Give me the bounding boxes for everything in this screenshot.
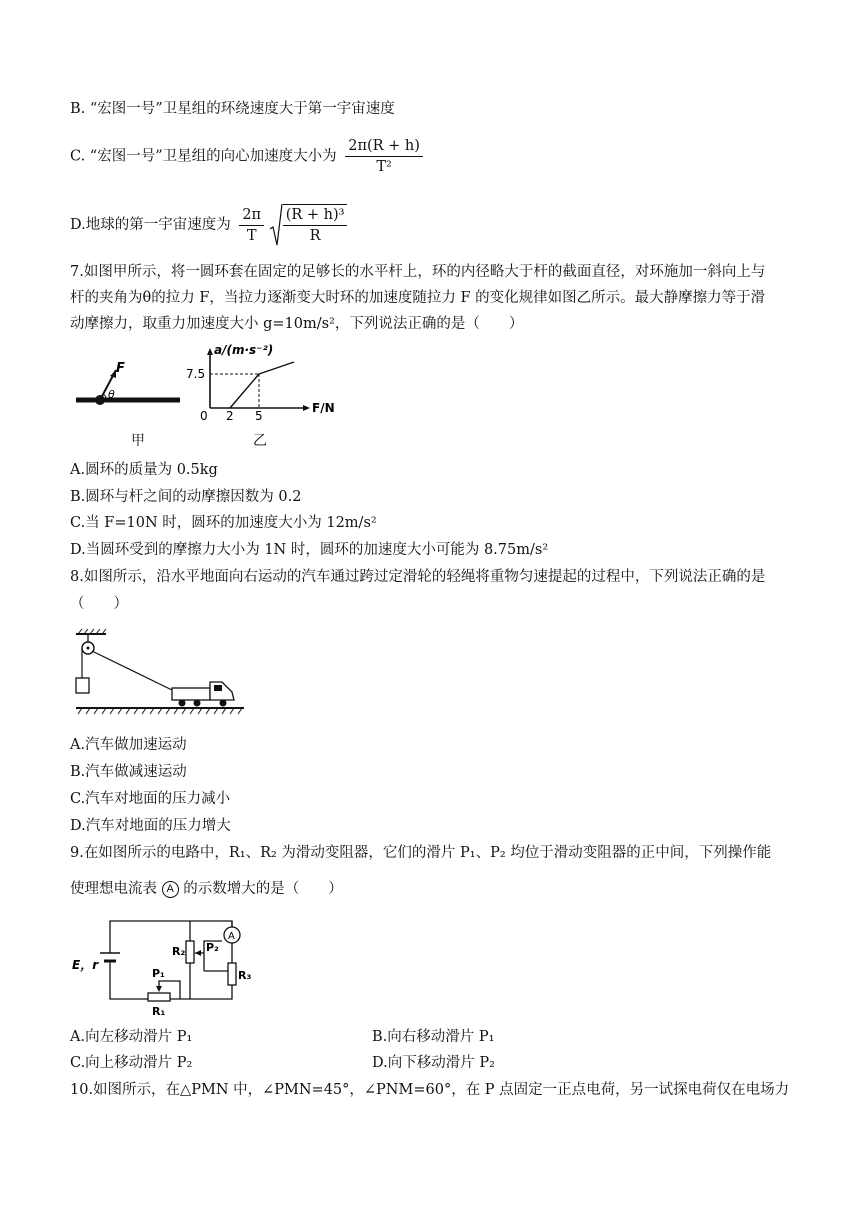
- q9-stem-line-2: [70, 879, 343, 899]
- q8-option-a: A.汽车做加速运动: [70, 737, 187, 753]
- fraction-denominator: T²: [376, 159, 392, 175]
- q6-option-d-text: D.地球的第一宇宙速度为: [70, 217, 231, 233]
- x-axis-arrow-icon: [303, 405, 310, 411]
- q7-option-a: A.圆环的质量为 0.5kg: [70, 462, 218, 478]
- force-label: F: [116, 361, 125, 376]
- fraction-denominator: R: [309, 228, 321, 244]
- q9-option-a: A.向左移动滑片 P₁: [70, 1029, 193, 1045]
- q7-stem-line-1: 7.如图甲所示，将一圆环套在固定的足够长的水平杆上，环的内径略大于杆的截面直径，对环施加一斜向上与: [70, 264, 766, 280]
- ammeter-icon: A: [162, 881, 179, 898]
- r2-label: R₂: [172, 945, 186, 958]
- figure-pulley-truck: [72, 626, 247, 718]
- x-axis-label: F/N: [312, 401, 335, 415]
- fraction-numerator: (R + h)³: [283, 205, 348, 226]
- rope-slanted: [92, 651, 176, 692]
- truck-icon: [172, 682, 234, 707]
- slider-p2-arrow-icon: [195, 950, 201, 956]
- fraction-denominator: T: [246, 227, 257, 244]
- q7-stem-line-3: 动摩擦力，取重力加速度大小 g=10m/s²，下列说法正确的是（ ）: [70, 316, 524, 332]
- ammeter-label: A: [228, 931, 235, 942]
- radicand-fraction: [283, 204, 348, 246]
- q6-option-c: [70, 136, 423, 177]
- y-axis-label: a/(m·s⁻²): [214, 343, 274, 357]
- weight-block-icon: [76, 678, 89, 693]
- q8-stem-line-2: （ ）: [70, 596, 128, 612]
- y-axis-arrow-icon: [207, 348, 213, 355]
- fraction-numerator: 2π(R + h): [345, 136, 423, 157]
- x-tick-label: 2: [226, 409, 234, 423]
- series-segment-1: [230, 374, 259, 408]
- q7-option-b: B.圆环与杆之间的动摩擦因数为 0.2: [70, 489, 302, 505]
- y-tick-label: 7.5: [186, 367, 206, 381]
- r3-label: R₃: [238, 969, 252, 982]
- q9-stem-line-1: 9.在如图所示的电路中，R₁、R₂ 为滑动变阻器，它们的滑片 P₁、P₂ 均位于滑动变阻器的正中间，下列操作能: [70, 845, 772, 861]
- figure-jia-rod-ring: [72, 350, 192, 410]
- q6-option-c-fraction: [345, 136, 423, 177]
- q7-stem-line-2: 杆的夹角为θ的拉力 F，当拉力逐渐变大时环的加速度随拉力 F 的变化规律如图乙所示。最大静摩擦力等于滑: [70, 290, 766, 306]
- figure-yi-chart: [186, 342, 346, 424]
- q8-stem-line-1: 8.如图所示，沿水平地面向右运动的汽车通过跨过定滑轮的轻绳将重物匀速提起的过程中，下列说法正确的是: [70, 569, 766, 585]
- q6-option-c-text: C. “宏图一号”卫星组的向心加速度大小为: [70, 148, 337, 165]
- r1-label: R₁: [152, 1005, 166, 1018]
- p1-label: P₁: [152, 967, 165, 980]
- series-segment-2: [259, 362, 294, 374]
- figure-circuit: [72, 913, 262, 1021]
- q8-option-d: D.汽车对地面的压力增大: [70, 818, 231, 834]
- q6-option-d-fraction: [239, 205, 264, 246]
- q9-option-b: B.向右移动滑片 P₁: [372, 1029, 495, 1045]
- angle-label: θ: [108, 388, 115, 401]
- q9-option-d: D.向下移动滑片 P₂: [372, 1055, 495, 1071]
- q8-option-b: B.汽车做减速运动: [70, 764, 187, 780]
- source-label: E，r: [72, 958, 99, 972]
- q8-option-c: C.汽车对地面的压力减小: [70, 791, 231, 807]
- figure-jia-caption: 甲: [131, 433, 145, 449]
- origin-label: 0: [200, 409, 208, 423]
- q6-option-b: B. “宏图一号”卫星组的环绕速度大于第一宇宙速度: [70, 101, 395, 117]
- q9-stem-text: 使理想电流表: [70, 881, 157, 897]
- q7-option-c: C.当 F=10N 时，圆环的加速度大小为 12m/s²: [70, 515, 377, 531]
- q9-stem-text: 的示数增大的是（ ）: [183, 881, 343, 897]
- figure-yi-caption: 乙: [253, 433, 267, 449]
- p2-label: P₂: [206, 941, 219, 954]
- sqrt-expression: [269, 203, 348, 247]
- q6-option-d: [70, 203, 347, 247]
- x-tick-label: 5: [255, 409, 263, 423]
- radical-sign-icon: [269, 203, 283, 247]
- fraction-numerator: 2π: [239, 205, 264, 226]
- slider-p1-arrow-icon: [156, 986, 162, 992]
- q9-option-c: C.向上移动滑片 P₂: [70, 1055, 193, 1071]
- q7-option-d: D.当圆环受到的摩擦力大小为 1N 时，圆环的加速度大小可能为 8.75m/s²: [70, 542, 549, 558]
- q10-stem-line-1: 10.如图所示，在△PMN 中，∠PMN=45°，∠PNM=60°，在 P 点固定一正点电荷，另一试探电荷仅在电场力: [70, 1082, 790, 1098]
